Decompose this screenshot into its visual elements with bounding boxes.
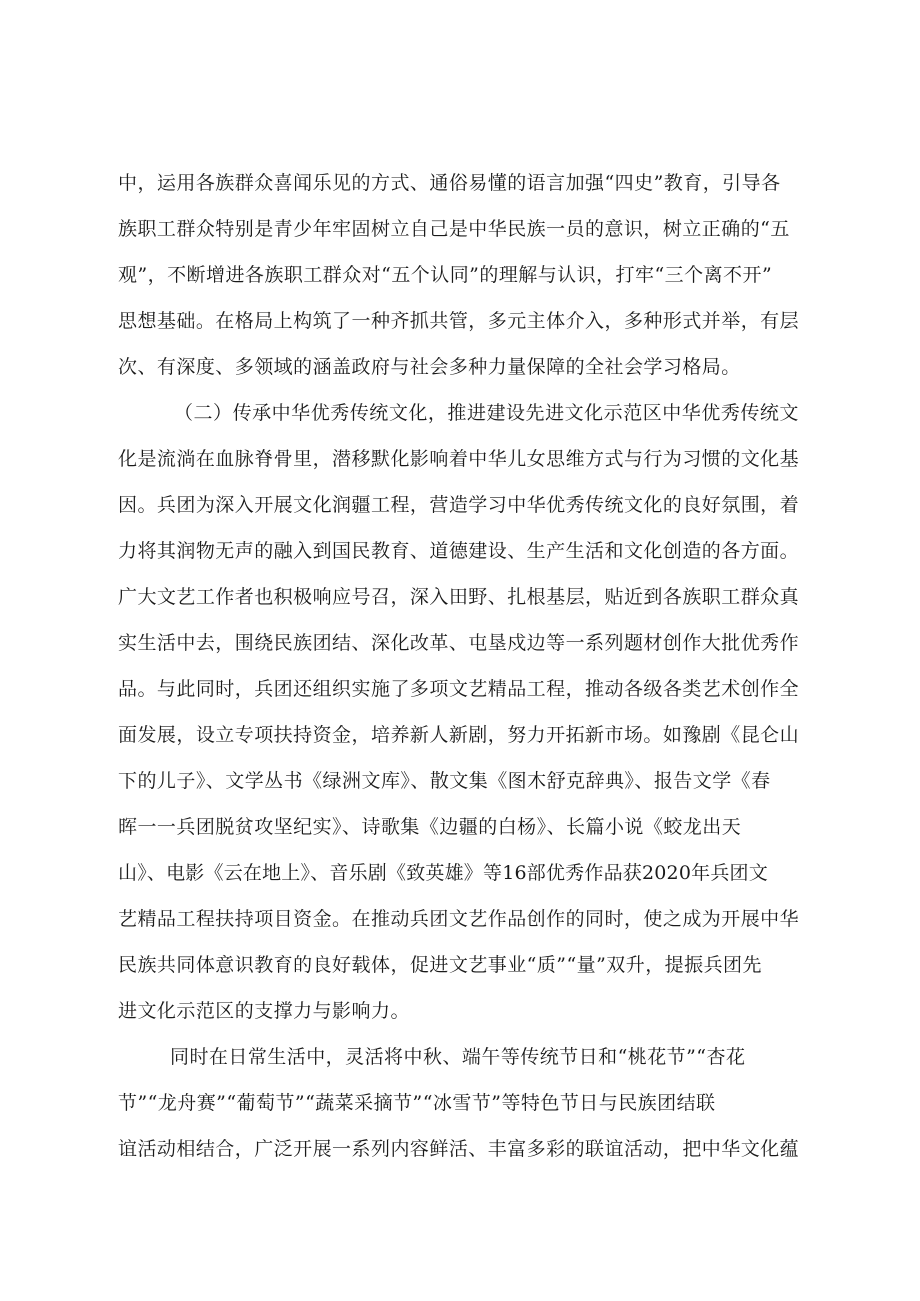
paragraph-line: 面发展，设立专项扶持资金，培养新人新剧，努力开拓新市场。如豫剧《昆仑山 xyxy=(118,724,800,746)
paragraph-line: 思想基础。在格局上构筑了一种齐抓共管，多元主体介入，多种形式并举，有层 xyxy=(118,310,800,332)
paragraph-line: 艺精品工程扶持项目资金。在推动兵团文艺作品创作的同时，使之成为开展中华 xyxy=(118,908,800,930)
paragraph-line: 民族共同体意识教育的良好载体，促进文艺事业“质”“量”双升，提振兵团先 xyxy=(118,954,762,976)
paragraph-line: 谊活动相结合，广泛开展一系列内容鲜活、丰富多彩的联谊活动，把中华文化蕴 xyxy=(118,1138,800,1160)
paragraph-line: 晖一一兵团脱贫攻坚纪实》、诗歌集《边疆的白杨》、长篇小说《蛟龙出天 xyxy=(118,816,742,838)
paragraph-line: 节”“龙舟赛”“葡萄节”“蔬菜采摘节”“冰雪节”等特色节日与民族团结联 xyxy=(118,1092,716,1114)
paragraph-line: 山》、电影《云在地上》、音乐剧《致英雄》等16部优秀作品获2020年兵团文 xyxy=(118,862,768,884)
paragraph-line: 次、有深度、多领域的涵盖政府与社会多种力量保障的全社会学习格局。 xyxy=(118,356,741,378)
paragraph-line: 广大文艺工作者也积极响应号召，深入田野、扎根基层，贴近到各族职工群众真 xyxy=(118,586,800,608)
paragraph-line: 实生活中去，围绕民族团结、深化改革、屯垦戍边等一系列题材创作大批优秀作 xyxy=(118,632,800,654)
paragraph-line: 力将其润物无声的融入到国民教育、道德建设、生产生活和文化创造的各方面。 xyxy=(118,540,800,562)
paragraph-line: 进文化示范区的支撑力与影响力。 xyxy=(118,1000,410,1022)
paragraph-line: 化是流淌在血脉脊骨里，潜移默化影响着中华儿女思维方式与行为习惯的文化基 xyxy=(118,448,800,470)
paragraph-line: 因。兵团为深入开展文化润疆工程，营造学习中华优秀传统文化的良好氛围，着 xyxy=(118,494,800,516)
paragraph-line: 下的儿子》、文学丛书《绿洲文库》、散文集《图木舒克辞典》、报告文学《春 xyxy=(118,770,771,792)
paragraph-line: 中，运用各族群众喜闻乐见的方式、通俗易懂的语言加强“四史”教育，引导各 xyxy=(118,172,781,194)
paragraph-line: 同时在日常生活中，灵活将中秋、端午等传统节日和“桃花节”“杏花 xyxy=(170,1046,746,1068)
paragraph-line: 族职工群众特别是青少年牢固树立自己是中华民族一员的意识，树立正确的“五 xyxy=(118,218,790,240)
paragraph-line: 观”，不断增进各族职工群众对“五个认同”的理解与认识，打牢“三个离不开” xyxy=(118,264,773,286)
paragraph-line: 品。与此同时，兵团还组织实施了多项文艺精品工程，推动各级各类艺术创作全 xyxy=(118,678,800,700)
paragraph-line: （二）传承中华优秀传统文化，推进建设先进文化示范区中华优秀传统文 xyxy=(174,402,799,424)
